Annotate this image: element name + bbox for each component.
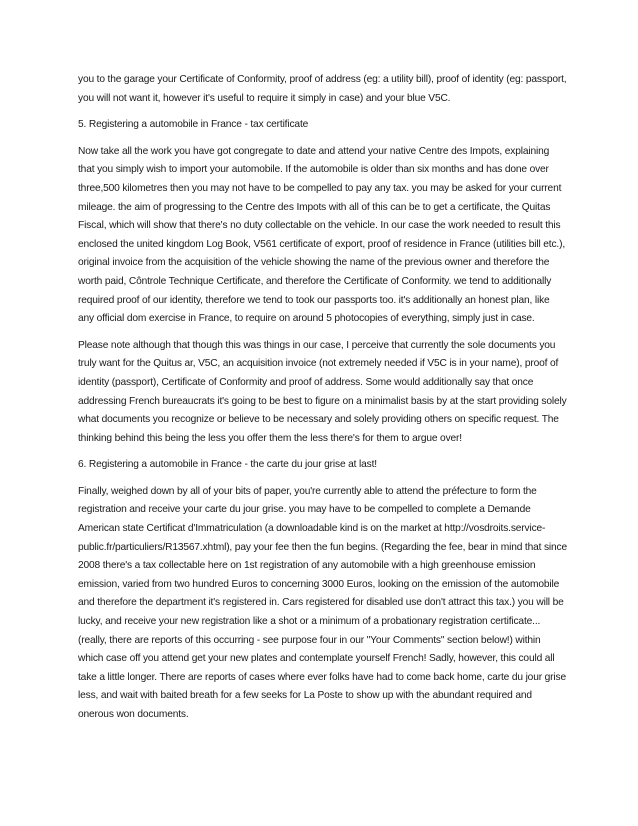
paragraph-note: Please note although that though this was things in our case, I perceive that currently the sole documents you truly want for the Quitus ar, V5C, an acquisition invoice (not extremely needed if V5C is in your name), proof of identity (passport), Certificate of Conformity and proof of address. Some would additionally say that once addressing French bureaucrats it's going to be best to figure on a minimalist basis by at the start providing solely what documents you recognize or believe to be necessary and solely providing others on specific request. The thinking behind this being the less you offer them the less there's for them to argue over! [78, 339, 567, 444]
document-body [78, 71, 568, 733]
paragraph-carte-grise: Finally, weighed down by all of your bits of paper, you're currently able to attend the préfecture to form the registration and receive your carte du jour grise. you may have to be compelled to complete a Demande American state Certificat d'Immatriculation (a downloadable kind is on the market at http://vosdroits.service-public.fr/particuliers/R13567.xhtml), pay your fee then the fun begins. (Regarding the fee, bear in mind that since 2008 there's a tax collectable here on 1st registration of any automobile with a high greenhouse emission emission, varied from two hundred Euros to concerning 3000 Euros, looking on the emission of the automobile and therefore the department it's registered in. Cars registered for disabled use don't attract this tax.) you will be lucky, and receive your new registration like a shot or a minimum of a probationary registration certificate... (really, there are reports of this occurring - see purpose four in our "Your Comments" section below!) within which case off you attend get your new plates and contemplate yourself French! Sadly, however, this could all take a little longer. There are reports of cases where ever folks have had to come back home, carte du jour grise less, and wait with baited breath for a few seeks for La Poste to show up with the abundant required and onerous won documents. [78, 485, 568, 720]
paragraph-intro: you to the garage your Certificate of Conformity, proof of address (eg: a utility bill), proof of identity (eg: passport, you will not want it, however it's useful to require it simply in case) and your blue V5C. [78, 74, 567, 104]
section-heading-6: 6. Registering a automobile in France - the carte du jour grise at last! [78, 459, 377, 471]
section-heading-5: 5. Registering a automobile in France - tax certificate [78, 119, 309, 131]
paragraph-tax-certificate: Now take all the work you have got congregate to date and attend your native Centre des Impots, explaining that you simply wish to import your automobile. If the automobile is older than six months and has done over three,500 kilometres then you may not have to be compelled to pay any tax. you may be asked for your current mileage. the aim of progressing to the Centre des Impots with all of this can be to get a certificate, the Quitas Fiscal, which will show that there's no duty collectable on the vehicle. In our case the work needed to result this enclosed the united kingdom Log Book, V561 certificate of export, proof of residence in France (utilities bill etc.), original invoice from the acquisition of the vehicle showing the name of the previous owner and therefore the worth paid, Côntrole Technique Certificate, and therefore the Certificate of Conformity. we tend to additionally required proof of our identity, therefore we tend to took our passports too. it's additionally an honest plan, like any official dom exercise in France, to require on around 5 photocopies of everything, simply just in case. [78, 145, 566, 325]
